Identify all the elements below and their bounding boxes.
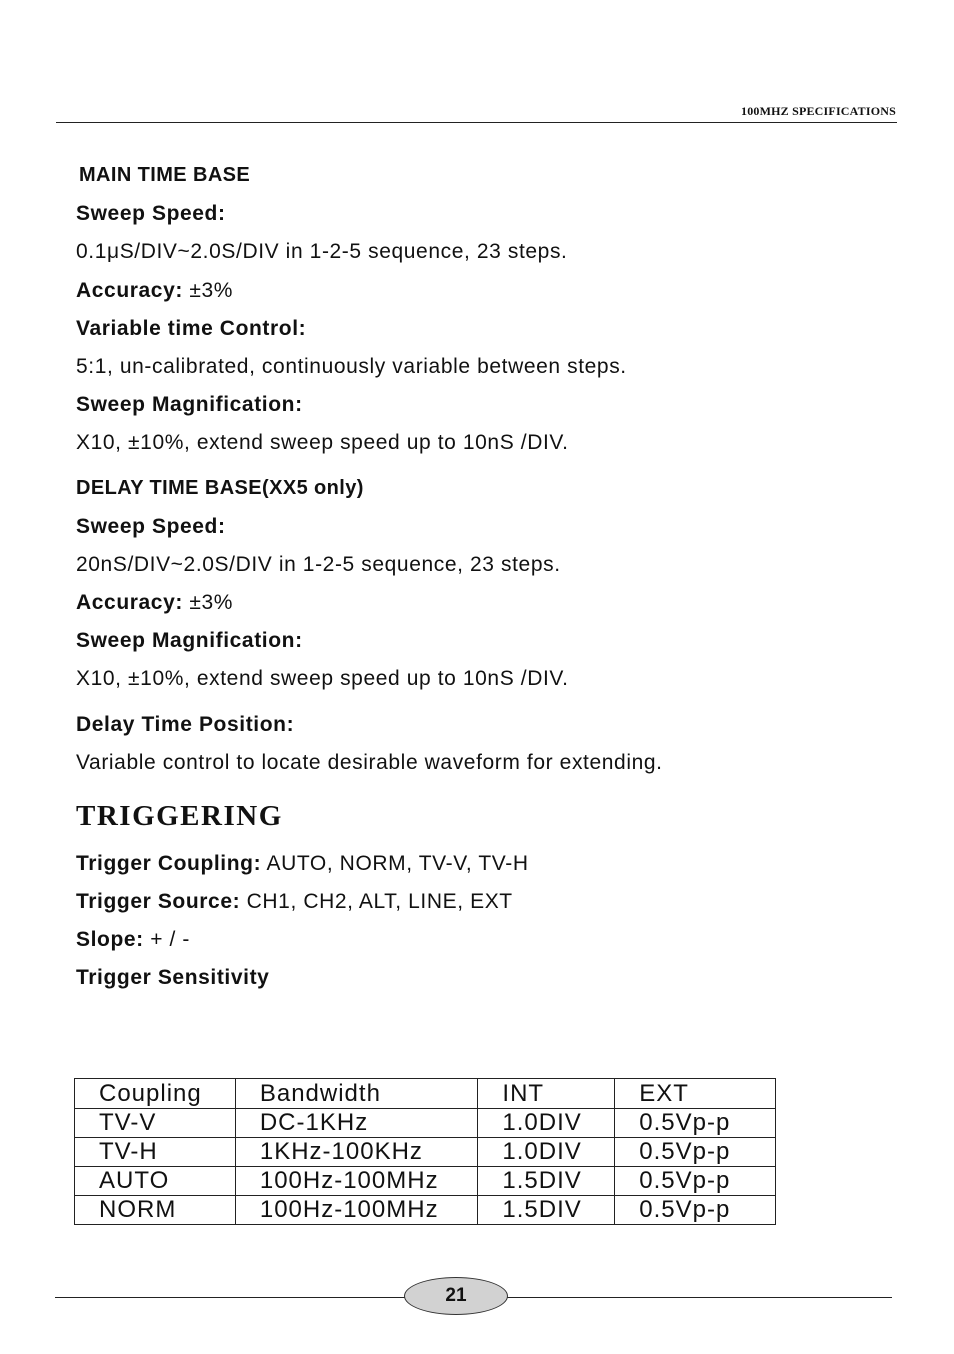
main-variable-label: Variable time Control:: [76, 317, 307, 340]
delay-sweep-speed-label: Sweep Speed:: [76, 515, 226, 538]
trigger-sensitivity-label: Trigger Sensitivity: [76, 966, 270, 989]
table-cell: AUTO: [75, 1167, 236, 1196]
trigger-sensitivity-table: [74, 1078, 776, 1225]
main-magnification-label: Sweep Magnification:: [76, 393, 303, 416]
main-accuracy-row: [76, 279, 233, 303]
table-cell: 1.0DIV: [478, 1109, 615, 1138]
table-cell: 100Hz-100MHz: [235, 1196, 478, 1225]
table-row: [75, 1138, 776, 1167]
table-cell: 0.5Vp-p: [615, 1196, 776, 1225]
table-cell: NORM: [75, 1196, 236, 1225]
delay-accuracy-row: [76, 591, 233, 615]
table-cell: 100Hz-100MHz: [235, 1167, 478, 1196]
table-cell: DC-1KHz: [235, 1109, 478, 1138]
header-rule: [56, 122, 897, 123]
table-cell: 0.5Vp-p: [615, 1109, 776, 1138]
table-header-cell: INT: [478, 1079, 615, 1109]
delay-accuracy-value: ±3%: [182, 591, 234, 614]
triggering-heading: TRIGGERING: [76, 800, 283, 832]
delay-magnification-label: Sweep Magnification:: [76, 629, 303, 652]
table-cell: 0.5Vp-p: [615, 1138, 776, 1167]
table-cell: TV-H: [75, 1138, 236, 1167]
table-cell: 1.5DIV: [478, 1167, 615, 1196]
table-row: [75, 1167, 776, 1196]
delay-sweep-speed-value: 20nS/DIV~2.0S/DIV in 1-2-5 sequence, 23 steps.: [76, 553, 561, 576]
trigger-coupling-row: [76, 852, 529, 876]
delay-position-value: Variable control to locate desirable waveform for extending.: [76, 751, 663, 774]
trigger-source-value: CH1, CH2, ALT, LINE, EXT: [240, 890, 513, 913]
main-variable-value: 5:1, un-calibrated, continuously variable between steps.: [76, 355, 627, 378]
table-cell: 1KHz-100KHz: [235, 1138, 478, 1167]
delay-magnification-value: X10, ±10%, extend sweep speed up to 10nS /DIV.: [76, 667, 569, 690]
slope-row: [76, 928, 190, 952]
main-magnification-value: X10, ±10%, extend sweep speed up to 10nS /DIV.: [76, 431, 569, 454]
slope-value: + / -: [143, 928, 190, 951]
slope-label: Slope:: [76, 928, 144, 951]
delay-accuracy-label: Accuracy:: [76, 591, 183, 614]
main-accuracy-value: ±3%: [182, 279, 234, 302]
page-number-badge: 21: [404, 1277, 508, 1315]
trigger-source-label: Trigger Source:: [76, 890, 241, 913]
trigger-coupling-value: AUTO, NORM, TV-V, TV-H: [261, 852, 529, 875]
table-header-row: [75, 1079, 776, 1109]
main-sweep-speed-value: 0.1μS/DIV~2.0S/DIV in 1-2-5 sequence, 23 steps.: [76, 240, 568, 263]
table-cell: TV-V: [75, 1109, 236, 1138]
table-cell: 1.5DIV: [478, 1196, 615, 1225]
table-cell: 1.0DIV: [478, 1138, 615, 1167]
delay-position-label: Delay Time Position:: [76, 713, 295, 736]
main-accuracy-label: Accuracy:: [76, 279, 183, 302]
table-header-cell: Bandwidth: [235, 1079, 478, 1109]
table-cell: 0.5Vp-p: [615, 1167, 776, 1196]
trigger-source-row: [76, 890, 513, 914]
table-row: [75, 1109, 776, 1138]
page-header-title: 100MHZ SPECIFICATIONS: [741, 104, 896, 118]
trigger-coupling-label: Trigger Coupling:: [76, 852, 262, 875]
table-header-cell: EXT: [615, 1079, 776, 1109]
table-header-cell: Coupling: [75, 1079, 236, 1109]
table-row: [75, 1196, 776, 1225]
main-time-base-heading: MAIN TIME BASE: [79, 164, 251, 186]
main-sweep-speed-label: Sweep Speed:: [76, 202, 226, 225]
delay-time-base-heading: DELAY TIME BASE(XX5 only): [76, 477, 364, 499]
